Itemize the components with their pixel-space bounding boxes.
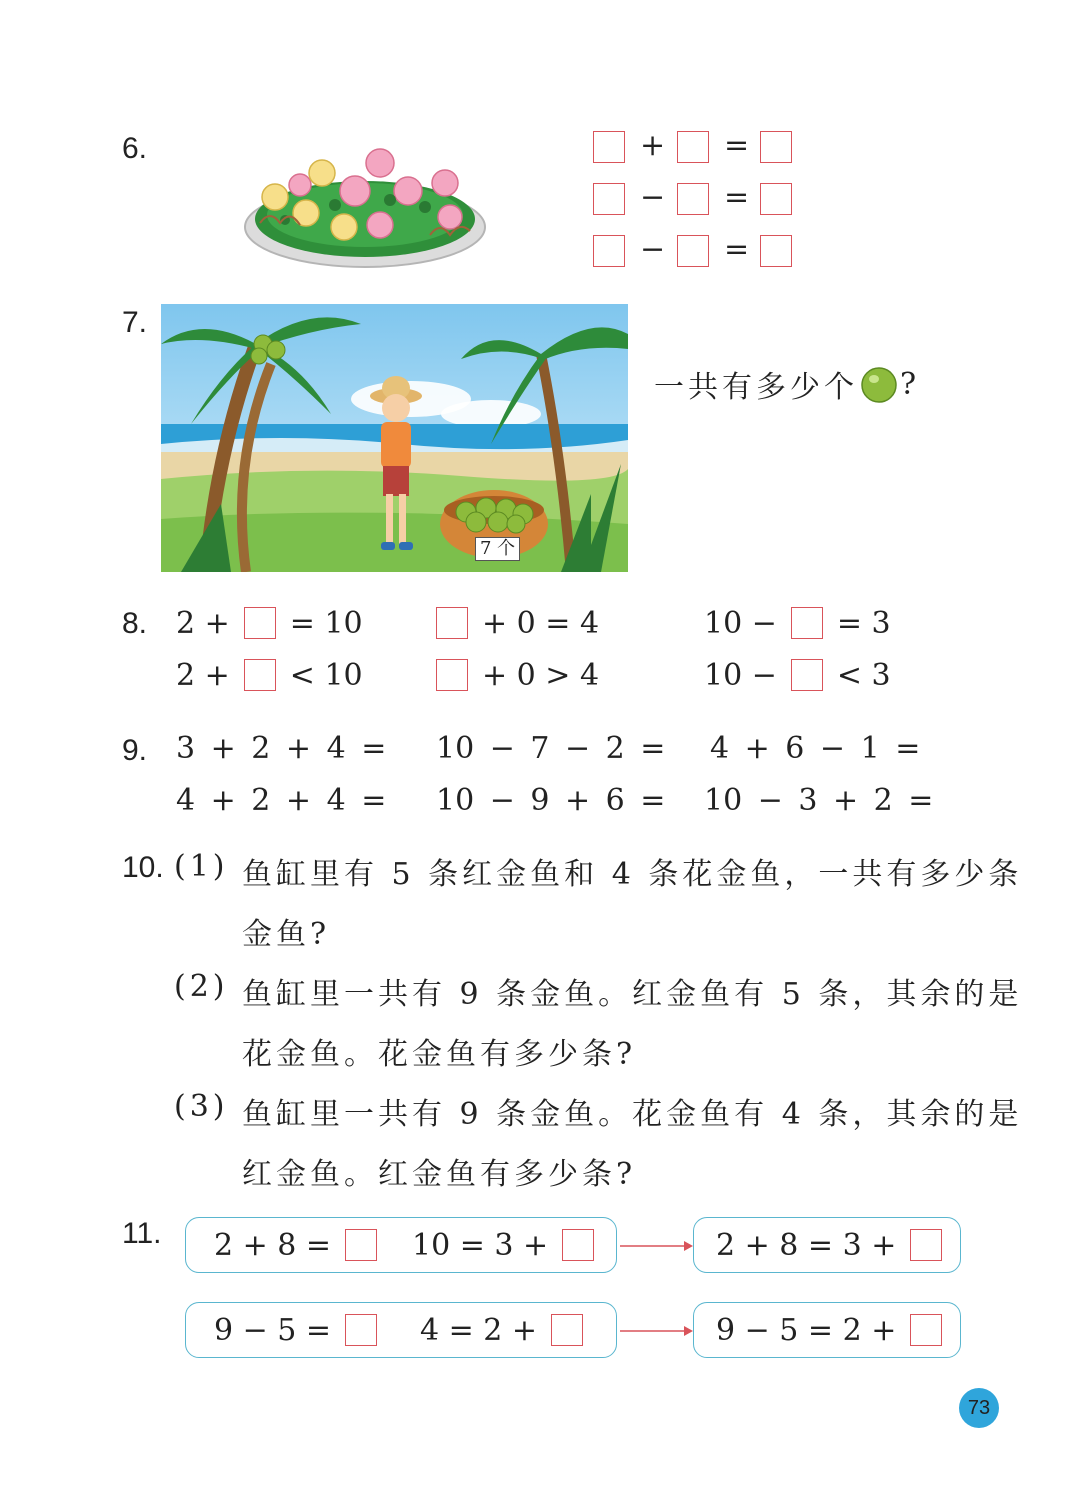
q11-row2-eq-a [214,1310,377,1350]
q8-col1-row2 [176,655,363,695]
q9-item-6: 10 − 3 + 2 = [704,783,934,818]
answer-box[interactable] [244,607,276,639]
answer-box[interactable] [677,235,709,267]
answer-box[interactable] [760,131,792,163]
expression: 10 = 3 + [412,1227,549,1263]
answer-box[interactable] [551,1314,583,1346]
q8-col3-row2 [704,655,891,695]
answer-box[interactable] [677,183,709,215]
q10-part3-line2: 红金鱼。红金鱼有多少条? [242,1157,637,1192]
q10-part1-line2: 金鱼? [242,917,331,952]
q9-number: 9. [122,734,148,767]
q7-question-text: 一共有多少个 [654,370,858,405]
expression: 9 − 5 = [214,1312,332,1348]
answer-box[interactable] [760,235,792,267]
answer-box[interactable] [593,183,625,215]
q7-number: 7. [122,306,148,339]
expression-right: + 0 = 4 [482,605,600,641]
answer-box[interactable] [760,183,792,215]
answer-box[interactable] [593,235,625,267]
expression-right: < 3 [836,657,891,693]
answer-box[interactable] [345,1314,377,1346]
q8-col2-row2 [436,655,599,695]
answer-box[interactable] [562,1229,594,1261]
equals-sign: = [724,128,750,163]
operator: − [640,232,666,267]
arrow-right-icon [618,1236,694,1256]
flower-bed-illustration [240,145,490,275]
q11-row1-eq-c [716,1225,942,1265]
q11-row2-eq-b [420,1310,583,1350]
expression-left: 2 + [176,605,230,641]
operator: + [640,128,666,163]
q10-part2-label: (2) [174,969,229,1004]
q10-part3-line1: 鱼缸里一共有 9 条金鱼。花金鱼有 4 条，其余的是 [242,1097,1023,1132]
q11-row1-eq-b [412,1225,594,1265]
expression: 4 = 2 + [420,1312,538,1348]
arrow-right-icon [618,1321,694,1341]
q9-item-5: 10 − 9 + 6 = [436,783,666,818]
expression-right: < 10 [289,657,363,693]
equals-sign: = [724,232,750,267]
expression-left: 10 − [704,657,777,693]
expression: 9 − 5 = 2 + [716,1312,897,1348]
q8-number: 8. [122,607,148,640]
q8-col1-row1 [176,603,363,643]
q7-question-mark: ? [900,366,921,402]
answer-box[interactable] [910,1229,942,1261]
q10-number: 10. [122,851,164,884]
answer-box[interactable] [244,659,276,691]
operator: − [640,180,666,215]
q10-part1-label: (1) [174,849,229,884]
q11-row2-eq-c [716,1310,942,1350]
beach-illustration [161,304,628,572]
q10-part1-line1: 鱼缸里有 5 条红金鱼和 4 条花金鱼，一共有多少条 [242,857,1023,892]
answer-box[interactable] [593,131,625,163]
q9-item-2: 10 − 7 − 2 = [436,731,666,766]
answer-box[interactable] [345,1229,377,1261]
expression: 2 + 8 = [214,1227,332,1263]
q8-col3-row1 [704,603,891,643]
answer-box[interactable] [436,607,468,639]
q10-part2-line1: 鱼缸里一共有 9 条金鱼。红金鱼有 5 条，其余的是 [242,977,1023,1012]
expression-right: + 0 > 4 [482,657,600,693]
coconut-icon [860,365,898,403]
expression: 2 + 8 = 3 + [716,1227,897,1263]
q10-part3-label: (3) [174,1089,229,1124]
expression-right: = 10 [289,605,363,641]
expression-left: 2 + [176,657,230,693]
q11-row1-eq-a [214,1225,377,1265]
basket-count-label: 7 个 [475,537,520,561]
answer-box[interactable] [791,607,823,639]
q9-item-1: 3 + 2 + 4 = [176,731,387,766]
equals-sign: = [724,180,750,215]
q8-col2-row1 [436,603,599,643]
q9-item-3: 4 + 6 − 1 = [710,731,921,766]
expression-left: 10 − [704,605,777,641]
answer-box[interactable] [791,659,823,691]
q6-number: 6. [122,132,148,165]
q10-part2-line2: 花金鱼。花金鱼有多少条? [242,1037,637,1072]
expression-right: = 3 [836,605,891,641]
page-number-badge: 73 [959,1388,999,1428]
q7-question [654,362,920,406]
q11-number: 11. [122,1217,162,1250]
answer-box[interactable] [910,1314,942,1346]
answer-box[interactable] [677,131,709,163]
q9-item-4: 4 + 2 + 4 = [176,783,387,818]
answer-box[interactable] [436,659,468,691]
